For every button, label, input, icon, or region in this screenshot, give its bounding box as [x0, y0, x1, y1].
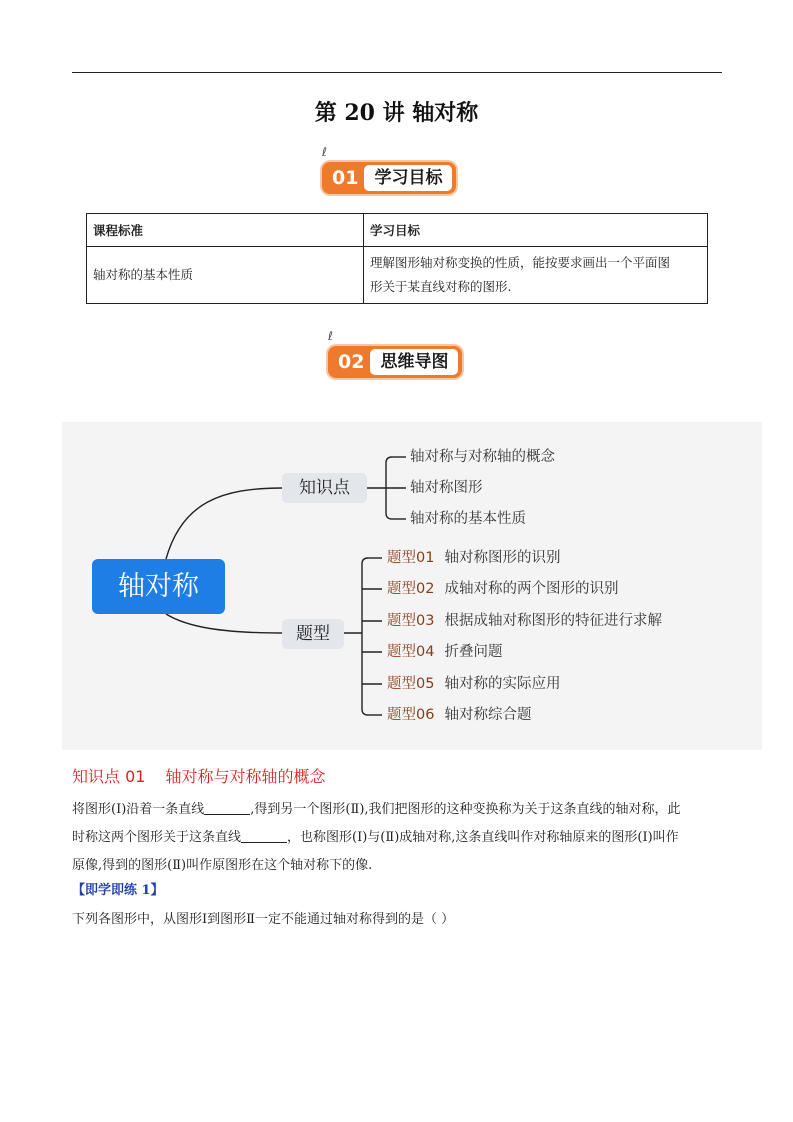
table-row: [87, 247, 708, 304]
table-cell-standard: 轴对称的基本性质: [87, 247, 364, 304]
goal-table: [86, 213, 708, 304]
paragraph-text: 将图形(Ⅰ)沿着一条直线: [72, 802, 205, 817]
table-header-standard: 课程标准: [87, 214, 364, 247]
knowledge-point-title: 轴对称与对称轴的概念: [165, 767, 326, 786]
table-header-goal: 学习目标: [364, 214, 708, 247]
knowledge-paragraph: [72, 796, 722, 880]
mind-map-root: 轴对称: [92, 559, 225, 614]
knowledge-point-heading: [72, 764, 325, 787]
paragraph-text: ,得到另一个图形(Ⅱ),我们把图形的这种变换称为关于这条直线的轴对称，此: [250, 802, 681, 817]
type-text: 成轴对称的两个图形的识别: [444, 581, 619, 597]
type-code: 题型06: [387, 707, 435, 723]
fill-blank[interactable]: [241, 828, 287, 843]
mind-map-leaf: [387, 578, 618, 600]
type-text: 轴对称综合题: [444, 707, 532, 723]
type-text: 根据成轴对称图形的特征进行求解: [444, 613, 662, 629]
type-code: 题型04: [387, 644, 435, 660]
table-cell-goal: [364, 247, 708, 304]
type-code: 题型01: [387, 550, 435, 566]
header-rule: [72, 72, 722, 73]
leaf-sprout-icon: ℓ: [328, 329, 333, 343]
practice-question: 下列各图形中，从图形Ⅰ到图形Ⅱ一定不能通过轴对称得到的是（ ）: [72, 912, 455, 927]
type-code: 题型03: [387, 613, 435, 629]
mind-map-leaf: [387, 547, 560, 569]
section-number: 02: [338, 351, 365, 373]
mind-map-leaf: 轴对称与对称轴的概念: [410, 449, 555, 465]
table-header-row: [87, 214, 708, 247]
leaf-sprout-icon: ℓ: [322, 145, 327, 159]
mind-map-node-knowledge: 知识点: [282, 473, 367, 503]
mind-map-node-types: 题型: [282, 619, 344, 649]
paragraph-text: 时称这两个图形关于这条直线: [72, 830, 242, 845]
mind-map-leaf: 轴对称图形: [410, 480, 483, 496]
type-code: 题型05: [387, 676, 435, 692]
table-cell-goal-line: 形关于某直线对称的图形.: [370, 279, 512, 294]
type-text: 折叠问题: [444, 644, 503, 660]
mind-map-leaf: 轴对称的基本性质: [410, 511, 526, 527]
mind-map-leaf: [387, 610, 662, 632]
practice-label: 【即学即练 1】: [72, 883, 164, 898]
section-label: 思维导图: [370, 349, 458, 375]
fill-blank[interactable]: [204, 800, 250, 815]
paragraph-text: ，也称图形(Ⅰ)与(Ⅱ)成轴对称,这条直线叫作对称轴原来的图形(Ⅰ)叫作: [287, 830, 679, 845]
type-text: 轴对称图形的识别: [444, 550, 561, 566]
mind-map-leaf: [387, 704, 531, 726]
section-badge-02: [328, 329, 471, 380]
section-label: 学习目标: [364, 165, 452, 191]
mind-map: [62, 422, 762, 750]
type-code: 题型02: [387, 581, 435, 597]
paragraph-text: 原像,得到的图形(Ⅱ)叫作原图形在这个轴对称下的像.: [72, 858, 373, 873]
type-text: 轴对称的实际应用: [444, 676, 561, 692]
table-cell-goal-line: 理解图形轴对称变换的性质，能按要求画出一个平面图: [370, 255, 671, 270]
mind-map-leaf: [387, 673, 560, 695]
page-title: 第 20 讲 轴对称: [314, 100, 479, 126]
mind-map-leaf: [387, 641, 502, 663]
section-number: 01: [332, 167, 359, 189]
knowledge-point-code: 知识点 01: [72, 767, 146, 786]
section-badge-01: [322, 145, 472, 196]
